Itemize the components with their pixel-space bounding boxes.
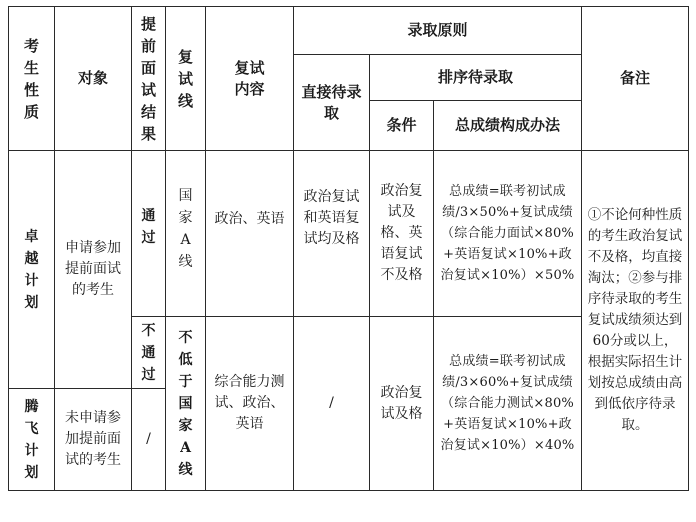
zhuoyue-target-cell: 申请参加提前面试的考生 (55, 151, 132, 389)
shared-direct-admission: / (294, 317, 370, 491)
header-retest-line: 复试线 (166, 7, 206, 151)
shared-score-formula: 总成绩=联考初试成绩/3×60%+复试成绩（综合能力测试×80%+英语复试×10%+政治复试×10%）×40% (434, 317, 582, 491)
admission-rules-table (8, 6, 689, 491)
zhuoyue-pass-result: 通过 (132, 151, 166, 317)
header-ranking-admission: 排序待录取 (370, 55, 582, 101)
header-student-type: 考生性质 (9, 7, 55, 151)
zhuoyue-pass-line: 国家A线 (166, 151, 206, 317)
zhuoyue-type-cell: 卓越计划 (9, 151, 55, 389)
shared-ranking-condition: 政治复试及格 (370, 317, 434, 491)
admission-table-wrapper (8, 6, 689, 491)
remarks-cell: ①不论何种性质的考生政治复试不及格，均直接淘汰；②参与排序待录取的考生复试成绩须达到60分或以上，根据实际招生计划按总成绩由高到低依序待录取。 (582, 151, 689, 491)
header-condition: 条件 (370, 101, 434, 151)
zhuoyue-ranking-condition: 政治复试及格、英语复试不及格 (370, 151, 434, 317)
tengfei-target-cell: 未申请参加提前面试的考生 (55, 389, 132, 491)
shared-retest-content: 综合能力测试、政治、英语 (206, 317, 294, 491)
tengfei-type-cell: 腾飞计划 (9, 389, 55, 491)
zhuoyue-fail-result: 不通过 (132, 317, 166, 389)
zhuoyue-direct-admission: 政治复试和英语复试均及格 (294, 151, 370, 317)
header-retest-content: 复试内容 (206, 7, 294, 151)
header-admission-principle: 录取原则 (294, 7, 582, 55)
header-target: 对象 (55, 7, 132, 151)
header-direct-admission: 直接待录取 (294, 55, 370, 151)
zhuoyue-pass-content: 政治、英语 (206, 151, 294, 317)
tengfei-interview-result: / (132, 389, 166, 491)
header-score-method: 总成绩构成办法 (434, 101, 582, 151)
header-interview-result: 提前面试结果 (132, 7, 166, 151)
zhuoyue-score-formula: 总成绩=联考初试成绩/3×50%+复试成绩（综合能力面试×80%+英语复试×10%+政治复试×10%）×50% (434, 151, 582, 317)
shared-retest-line: 不低于国家A线 (166, 317, 206, 491)
header-remarks: 备注 (582, 7, 689, 151)
